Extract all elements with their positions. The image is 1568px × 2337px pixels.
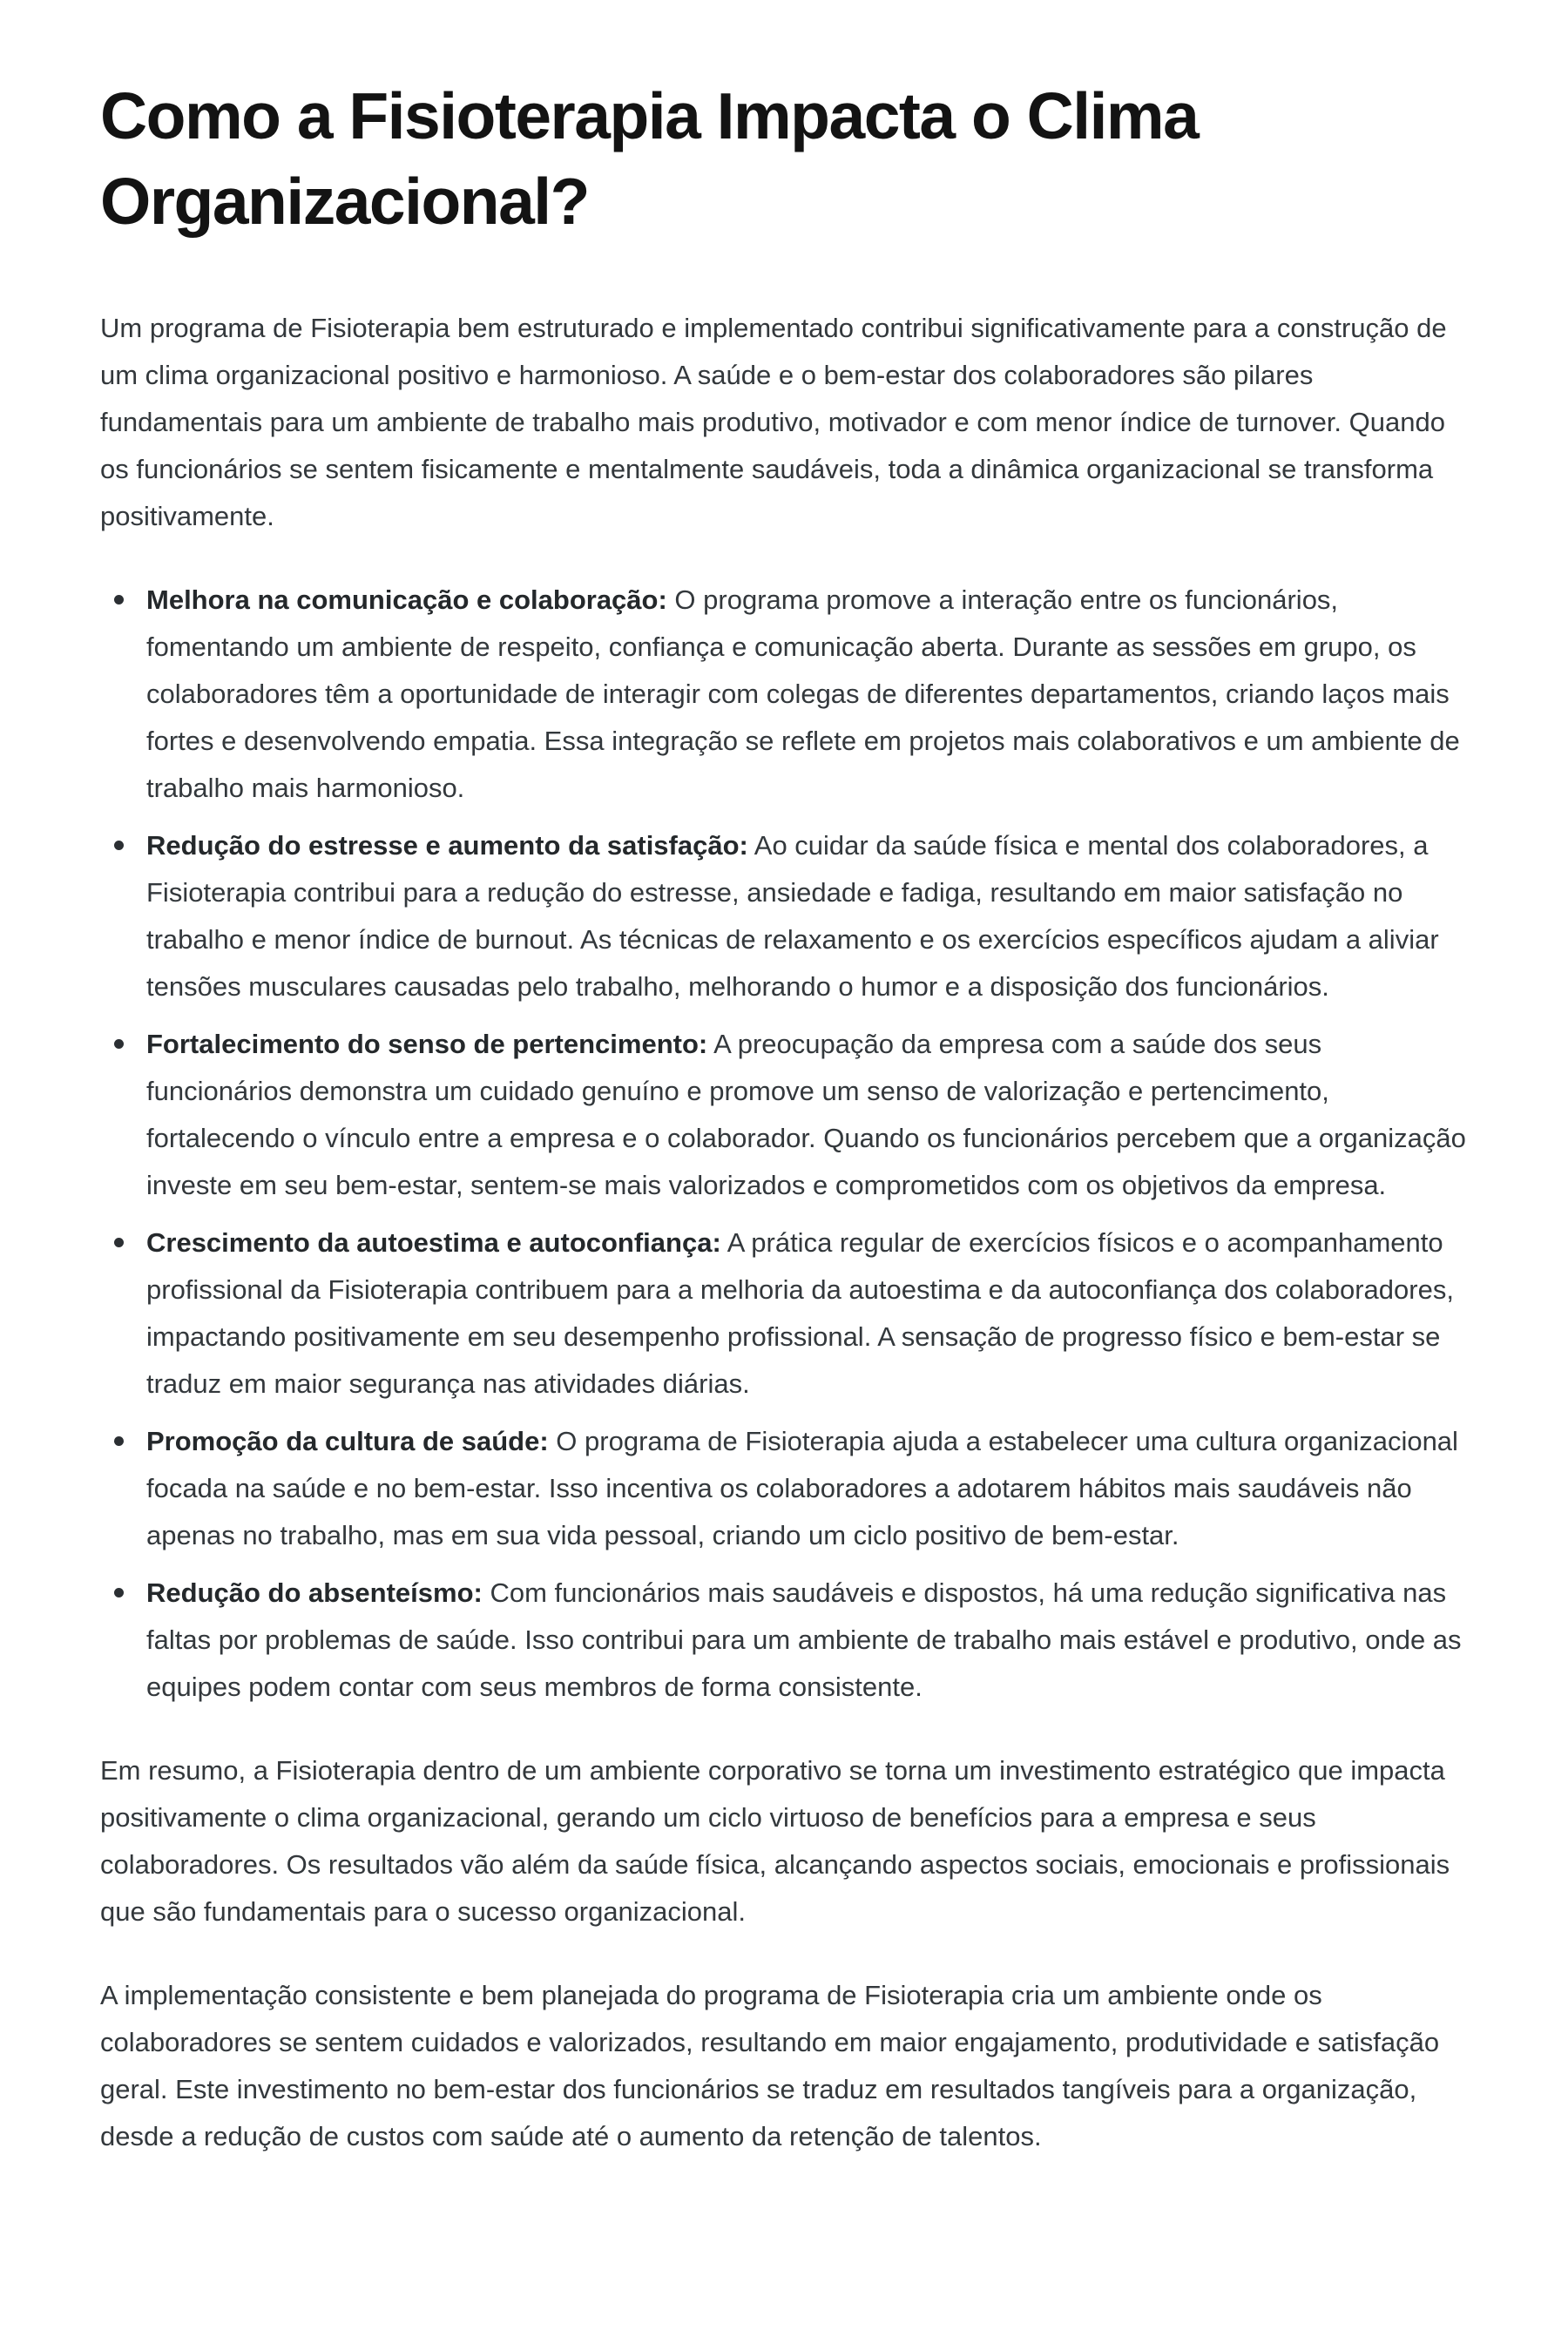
list-item-lead: Promoção da cultura de saúde: (146, 1426, 549, 1456)
list-item-lead: Redução do estresse e aumento da satisfação: (146, 830, 748, 861)
bullet-marker (114, 1588, 124, 1597)
intro-paragraph: Um programa de Fisioterapia bem estruturado e implementado contribui significativamente para a construção de um clima organizacional positivo e harmonioso. A saúde e o bem-estar dos colaboradores são pilares fundamentais para um ambiente de trabalho mais produtivo, motivador e com menor índice de turnover. Quando os funcionários se sentem fisicamente e mentalmente saudáveis, toda a dinâmica organizacional se transforma positivamente. (100, 313, 1447, 531)
list-item-text: Ao cuidar da saúde física e mental dos colaboradores, a Fisioterapia contribui para a redução do estresse, ansiedade e fadiga, resultando em maior satisfação no trabalho e menor índice de burnout. As técnicas de relaxamento e os exercícios específicos ajudam a aliviar tensões musculares causadas pelo trabalho, melhorando o humor e a disposição dos funcionários. (146, 830, 1439, 1002)
bullet-marker (114, 841, 124, 850)
list-item (100, 822, 1472, 1010)
bullet-marker (114, 1436, 124, 1446)
closing-paragraph: Em resumo, a Fisioterapia dentro de um ambiente corporativo se torna um investimento estratégico que impacta positivamente o clima organizacional, gerando um ciclo virtuoso de benefícios para a empresa e seus colaboradores. Os resultados vão além da saúde física, alcançando aspectos sociais, emocionais e profissionais que são fundamentais para o sucesso organizacional. (100, 1755, 1450, 1927)
list-item-text: O programa promove a interação entre os funcionários, fomentando um ambiente de respeito, confiança e comunicação aberta. Durante as sessões em grupo, os colaboradores têm a oportunidade de interagir com colegas de diferentes departamentos, criando laços mais fortes e desenvolvendo empatia. Essa integração se reflete em projetos mais colaborativos e um ambiente de trabalho mais harmonioso. (146, 584, 1460, 803)
page-title: Como a Fisioterapia Impacta o Clima Organizacional? (100, 79, 1199, 238)
list-item-lead: Crescimento da autoestima e autoconfiança: (146, 1227, 721, 1258)
list-item-text: O programa de Fisioterapia ajuda a estabelecer uma cultura organizacional focada na saúde e no bem-estar. Isso incentiva os colaboradores a adotarem hábitos mais saudáveis não apenas no trabalho, mas em sua vida pessoal, criando um ciclo positivo de bem-estar. (146, 1426, 1458, 1550)
list-item-lead: Melhora na comunicação e colaboração: (146, 584, 667, 615)
benefits-list (100, 577, 1472, 1711)
list-item-text: A prática regular de exercícios físicos e o acompanhamento profissional da Fisioterapia contribuem para a melhoria da autoestima e da autoconfiança dos colaboradores, impactando positivamente em seu desempenho profissional. A sensação de progresso físico e bem-estar se traduz em maior segurança nas atividades diárias. (146, 1227, 1454, 1399)
list-item (100, 1021, 1472, 1209)
list-item-text: Com funcionários mais saudáveis e dispostos, há uma redução significativa nas faltas por problemas de saúde. Isso contribui para um ambiente de trabalho mais estável e produtivo, onde as equipes podem contar com seus membros de forma consistente. (146, 1577, 1462, 1702)
list-item-lead: Redução do absenteísmo: (146, 1577, 483, 1608)
list-item-text: A preocupação da empresa com a saúde dos seus funcionários demonstra um cuidado genuíno e promove um senso de valorização e pertencimento, fortalecendo o vínculo entre a empresa e o colaborador. Quando os funcionários percebem que a organização investe em seu bem-estar, sentem-se mais valorizados e comprometidos com os objetivos da empresa. (146, 1029, 1466, 1200)
closing-paragraph: A implementação consistente e bem planejada do programa de Fisioterapia cria um ambiente onde os colaboradores se sentem cuidados e valorizados, resultando em maior engajamento, produtividade e satisfação geral. Este investimento no bem-estar dos funcionários se traduz em resultados tangíveis para a organização, desde a redução de custos com saúde até o aumento da retenção de talentos. (100, 1980, 1440, 2151)
list-item-lead: Fortalecimento do senso de pertencimento: (146, 1029, 708, 1059)
bullet-marker (114, 1238, 124, 1247)
bullet-marker (114, 1039, 124, 1049)
bullet-marker (114, 595, 124, 605)
list-item (100, 1219, 1472, 1408)
list-item (100, 1418, 1472, 1559)
list-item (100, 1570, 1472, 1711)
list-item (100, 577, 1472, 812)
